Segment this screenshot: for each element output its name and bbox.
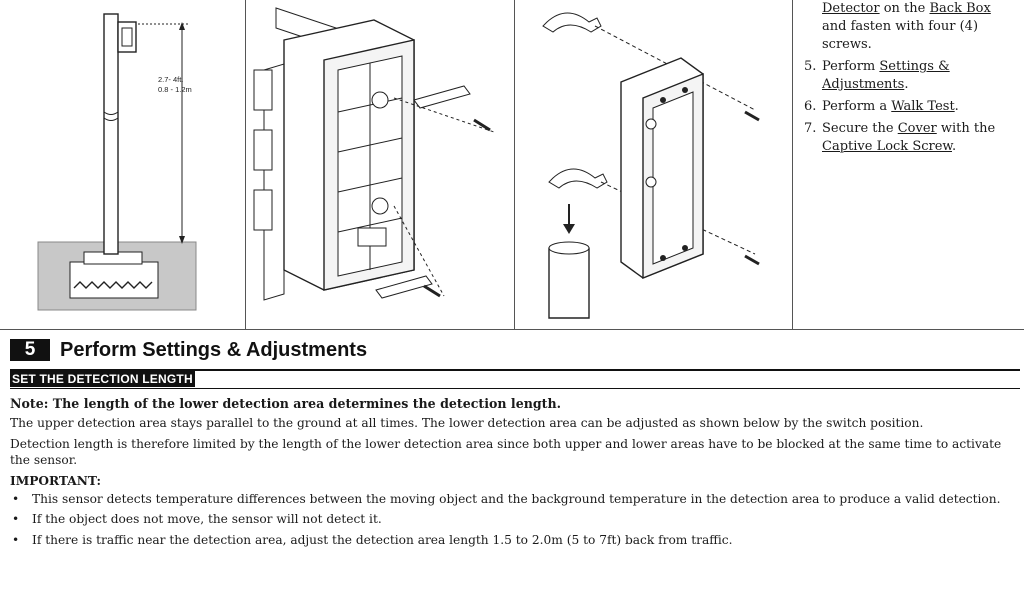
upper-clamp bbox=[543, 13, 601, 32]
height-label-m: 0.8 - 1.2m bbox=[158, 85, 192, 94]
section-body bbox=[10, 396, 1014, 552]
section-title: Perform Settings & Adjustments bbox=[60, 338, 368, 361]
step-text: Perform a bbox=[822, 99, 892, 114]
list-item: • If the object does not move, the sensor will not detect it. bbox=[10, 511, 1014, 527]
corner-screw bbox=[682, 87, 688, 93]
note-text: Note: The length of the lower detection area determines the detection length. bbox=[10, 396, 562, 411]
section-heading bbox=[10, 338, 367, 362]
screw bbox=[474, 120, 490, 130]
screw-hole bbox=[372, 92, 388, 108]
mounting-strip-upper bbox=[414, 86, 470, 108]
step-text: . bbox=[954, 99, 959, 114]
important-list bbox=[10, 491, 1014, 548]
corner-screw bbox=[682, 245, 688, 251]
pole-clamp-diagram bbox=[515, 0, 792, 330]
link-adjustments[interactable]: Adjustments bbox=[822, 77, 905, 92]
arrow-down-icon bbox=[563, 224, 575, 234]
screw-hole bbox=[372, 198, 388, 214]
figure-pole-clamp bbox=[515, 0, 792, 330]
screw-hole bbox=[646, 177, 656, 187]
step-7 bbox=[798, 120, 1020, 156]
bracket-tab bbox=[254, 130, 272, 170]
arrow-up-icon bbox=[179, 22, 185, 30]
step-text: on the bbox=[879, 1, 930, 16]
step-text: . bbox=[952, 139, 957, 154]
lower-clamp bbox=[549, 169, 607, 188]
step-text: and fasten with four (4) bbox=[822, 19, 979, 34]
figure-pole-height bbox=[0, 0, 245, 330]
paragraph: The upper detection area stays parallel to the ground at all times. The lower detection area can be adjusted as shown below by the switch position. bbox=[10, 416, 924, 431]
screw-hole bbox=[646, 119, 656, 129]
footing-block bbox=[70, 262, 158, 298]
list-item: • If there is traffic near the detection area, adjust the detection area length 1.5 to 2.0m (5 to 7ft) back from traffic. bbox=[10, 532, 1014, 548]
screw bbox=[424, 286, 440, 296]
link-walk-test[interactable]: Walk Test bbox=[891, 99, 955, 114]
step-text: with the bbox=[936, 121, 996, 136]
link-detector[interactable]: Detector bbox=[822, 1, 880, 16]
bracket-tab bbox=[254, 70, 272, 110]
back-box-diagram bbox=[246, 0, 514, 330]
step-text: . bbox=[904, 77, 909, 92]
link-captive-lock-screw[interactable]: Captive Lock Screw bbox=[822, 139, 952, 154]
link-settings[interactable]: Settings & bbox=[879, 59, 950, 74]
link-cover[interactable]: Cover bbox=[897, 121, 937, 136]
panel-divider bbox=[792, 0, 793, 330]
step-number: 7. bbox=[804, 121, 817, 136]
sensor-on-pole bbox=[118, 22, 136, 52]
subheading-rule-bottom bbox=[10, 388, 1020, 389]
pole-top bbox=[549, 242, 589, 254]
link-back-box[interactable]: Back Box bbox=[929, 1, 991, 16]
screw bbox=[745, 256, 759, 264]
step-continuation bbox=[798, 0, 1020, 18]
pole-height-diagram bbox=[0, 0, 245, 330]
bracket-tab bbox=[254, 190, 272, 230]
back-box-inner bbox=[653, 92, 693, 264]
step-text: Secure the bbox=[822, 121, 898, 136]
step-text: Perform bbox=[822, 59, 880, 74]
important-heading: IMPORTANT: bbox=[10, 473, 102, 488]
step-text: screws. bbox=[822, 37, 872, 52]
step-number: 5. bbox=[804, 59, 817, 74]
pole bbox=[104, 14, 118, 254]
screw bbox=[745, 112, 759, 120]
step-6 bbox=[798, 98, 1020, 116]
figure-back-box-assembly bbox=[246, 0, 514, 330]
cable-knockout bbox=[358, 228, 386, 246]
corner-screw bbox=[660, 97, 666, 103]
subheading-label: SET THE DETECTION LENGTH bbox=[12, 372, 193, 386]
height-label-ft: 2.7- 4ft. bbox=[158, 75, 184, 84]
section-number: 5 bbox=[10, 339, 50, 361]
step-number: 6. bbox=[804, 99, 817, 114]
installation-steps bbox=[798, 0, 1020, 156]
corner-screw bbox=[660, 255, 666, 261]
list-item: • This sensor detects temperature differences between the moving object and the background temperature in the detection area to produce a valid detection. bbox=[10, 491, 1014, 507]
step-5 bbox=[798, 58, 1020, 94]
paragraph: Detection length is therefore limited by the length of the lower detection area since both upper and lower areas have to be blocked at the same time to activate the sensor. bbox=[10, 436, 1002, 468]
